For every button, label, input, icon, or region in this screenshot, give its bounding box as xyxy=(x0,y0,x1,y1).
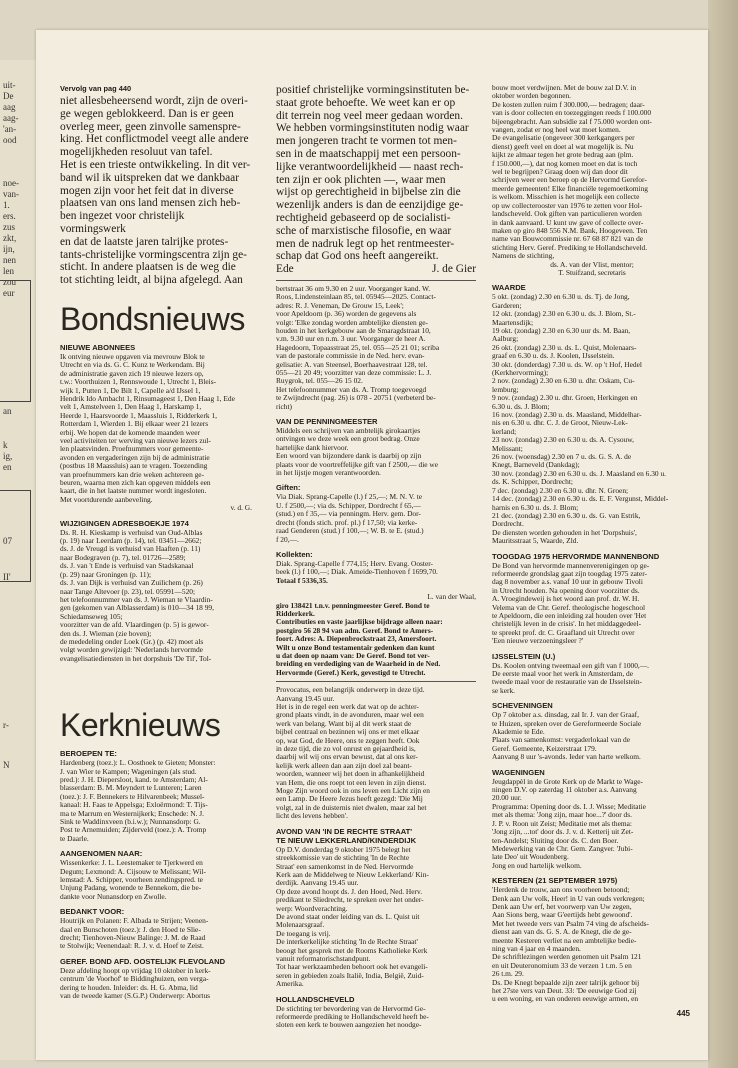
margin-fragment: k ig, en xyxy=(3,440,13,472)
heading: IJSSELSTEIN (U.) xyxy=(492,651,556,661)
article-signature-row xyxy=(276,263,476,276)
news-item: Middels een schrijven van ambtelijk girokaartjes ontvingen we deze week een groot bedrag. Onze hartelijke dank hiervoor. Een woord van bijzondere dank is daarbij op zijn plaats voor de voortreffelijke gift van f 2500,— die we in het lijstje mogen verantwoorden. xyxy=(276,426,438,478)
signature: J. de Gier xyxy=(432,263,476,276)
news-item: Jeugdappèl in de Grote Kerk op de Markt te Wage- ningen D.V. op zaterdag 11 oktober a.s. Aanvang 20.00 uur. Programma: Opening door ds. I. J. Wisse; Meditatie met als thema: 'Jong zijn, maar hoe...?' door ds. J. P. v. Roon uit Zeist; Meditatie met als thema: 'Jong zijn, ...tot' door ds. J. v. d. Ketterij uit Zet- ten-Andelst; Sluiting door ds. C. den Boer. Medewerking van de Chr. Gem. Zangver. 'Jubi- late Deo' uit Woudenberg. Jong en oud hartelijk welkom. xyxy=(492,776,646,870)
heading: BEDANKT VOOR: xyxy=(60,907,125,917)
page-edge xyxy=(708,0,738,1068)
news-item: 'Herdenk de trouw, aan ons voorheen betoond; Denk aan Uw volk, Heer! in U van ouds verkregen; Denk aan Uw erf, het voorwerp van Uw zegen, Aan Sions berg, waar G'eertijds hebt gewoond'. Met het tweede vers van Psalm 74 ving de afscheids- dienst aan van ds. G. S. A. de Knegt, die de ge- meente Kesteren verliet na een ambtelijke bedie- ning van 4 jaar en 4 maanden. De schriftlezingen werden genomen uit Psalm 121 en uit Deuteronomium 33 de verzen 1 t.m. 5 en 26 t.m. 29. Ds. De Knegt bepaalde zijn zeer talrijk gehoor bij het 27ste vers van Deut. 33: 'De eeuwige God zij u een woning, en van onderen eeuwige armen, en xyxy=(492,885,650,1004)
news-item: Hardenberg (toez.): L. Oosthoek te Gieten; Monster: J. van Wier te Kampen; Wageningen (als stud. pred.): J. H. Diepersloot, kand. te Amsterdam; Al- blasserdam: B. M. Meyndert te Lunteren; Laren (toez.): J. F. Bennekers te Hilvarenbeek; Mussel- kanaal: H. Faas te Appelsga; Exloërmond: T. Tijs- ma te Marrum en Westernijkerk; Enschede: N. J. Sink te Waddinxveen (b.i.w.); Nunnansdorp: G. Post te Arnemuiden; Zijderveld (toez.): A. Tromp te Daarle. xyxy=(60,758,216,843)
news-item: De stichting ter bevordering van de Hervormd Ge- reformeerde prediking te Hollandscheveld heeft be- sloten een kerk te bouwen aangezien het noodge- xyxy=(276,1003,429,1030)
heading: WAGENINGEN xyxy=(492,767,545,777)
continued-label: Vervolg van pag 440 xyxy=(60,84,132,93)
article-text: niet allesbeheersend wordt, zijn de overi- ge wegen geblokkeerd. Dan is er geen overleg meer, geen zinvolle samenspre- king. Het conflictmodel veegt alle andere mogelijkheden resoluut van tafel. Het is een trieste ontwikkeling. In dit ver- band wil ik uitspreken dat we dankbaar mogen zijn voor het feit dat in diverse plaatsen van ons land mensen zich heb- ben ingezet voor christelijk vormingswerk en dat de laatste jaren talrijke protes- tants-christelijke vormingscentra zijn ge- sticht. In andere plaatsen is de weg die tot stichting leidt, al bijna afgelegd. Aan xyxy=(60,95,251,287)
page-number: 445 xyxy=(676,1009,690,1018)
news-item: Ds. R. H. Kieskamp is verhuisd van Oud-Alblas (p. 19) naar Leerdam (p. 14), tel. 03451—2662; ds. J. de Vreugd is verhuisd van Haaften (p. 11) naar Bodegraven (p. 7), tel. 01726—2589; ds. J. van 't Ende is verhuisd van Stadskanaal (p. 29) naar Groningen (p. 11); ds. J. van Dijk is verhuisd van Zuilichem (p. 26) naar Tange Altevoer (p. 23), tel. 05991—520; het telefoonnummer van ds. J. Wieman te Vlaardin- gen (gekomen van Alblasserdam) is 010—34 18 99, Schiedamseweg 105; voorzitter van de afd. Vlaardingen (p. 5) is gewor- den ds. J. Wieman (zie boven); de mededeling onder Loek (Gr.) (p. 42) moet als volgt worden gewijzigd: 'Nederlands hervormde evangelisatiediensten in het dorpshuis 'De Til', Tol- xyxy=(60,527,214,663)
divider xyxy=(276,681,476,682)
column-middle xyxy=(276,84,476,1030)
heading: SCHEVENINGEN xyxy=(492,701,553,711)
divider xyxy=(276,280,476,281)
margin-fragment: eur xyxy=(3,288,15,298)
heading: VAN DE PENNINGMEESTER xyxy=(276,417,378,427)
news-item: Diak. Sprang-Capelle f 774,15; Herv. Evang. Ooster- beek (l.) f 100,—; Diak. Ameide-Tienhoven f 1699,70. xyxy=(276,558,438,577)
news-item: Deze afdeling hoopt op vrijdag 10 oktober in kerk- centrum 'de Voorhof' te Biddinghuizen, een verga- dering te houden. Inleider: ds. H. G. Abma, lid van de tweede kamer (S.G.P.) Onderwerp: Abortus xyxy=(60,965,211,1001)
section-title-bondsnieuws: Bondsnieuws xyxy=(60,300,245,337)
previous-page-margin xyxy=(0,60,36,1060)
magazine-page xyxy=(36,30,708,1060)
heading: HOLLANDSCHEVELD xyxy=(276,994,355,1004)
heading: GEREF. BOND AFD. OOSTELIJK FLEVOLAND xyxy=(60,956,226,966)
news-item: Wissenkerke: J. L. Leestemaker te Tjerkwerd en Degum; Lexmond: A. Cijsouw te Melissant; Wil- lemstad: A. Schipper, voorheen zendingspred. te Unjung Padang, wonende te Bennekom, die be- dankte voor Nunansdorp en Zwolle. xyxy=(60,858,206,901)
total: Totaal f 5336,35. xyxy=(276,575,328,585)
heading: WAARDE xyxy=(492,283,526,293)
news-item: bouw moet verdwijnen. Met de bouw zal D.V. in oktober worden begonnen. De kosten zullen ruim f 300.000,— bedragen; daar- van is door collecten en toezeggingen reeds f 100.000 bijeengebracht. Aan subsidie zal f 75.000 worden ont- vangen, zodat er nog heel wat moet komen. De evangelisatie (ongeveer 300 kerkgangers per dienst) geeft veel en doet al wat mogelijk is. Nu kijkt ze almaar tegen het grote bedrag aan (plm. f 150.000,—), dat nog komen moet en dat is toch wel te begrijpen? Graag doen wij dan door dit schrijven weer een beroep op de Hervormd Gerefor- meerde gemeenten! Elke financiële tegemoetkoming is welkom. Misschien is het mogelijk een collecte op uw collecterooster van 1976 te zetten voor Hol- landscheveld. Ook giften van particulieren worden in dank aanvaard. U kunt uw gave of collecte over- maken op giro 848 556 N.M. Bank, Hoogeveen. Ten name van Bouwcommissie nr. 67 68 87 821 van de stichting Herv. Geref. Prediking te Hollandscheveld. Namens de stichting, xyxy=(492,83,652,261)
margin-fragment: uit- De aag aag- 'an- ood xyxy=(3,80,19,145)
heading: AVOND VAN 'IN DE RECHTE STRAAT' TE NIEUW LEKKERLAND/KINDERDIJK xyxy=(276,826,417,845)
margin-fragment: 07 xyxy=(3,536,12,546)
news-item: Ds. Koolen ontving tweemaal een gift van f 1000,—. De eerste maal voor het werk in Amsterdam, de tweede maal voor de restauratie van de IJsselstein- se kerk. xyxy=(492,660,650,695)
signature-place: Ede xyxy=(276,263,294,276)
heading: NIEUWE ABONNEES xyxy=(60,342,136,352)
news-item: Houtrijk en Polanen: F. Albada te Strijen; Veenen- daal en Bunschoten (toez.): J. den Hoed te Slie- drecht; Tienhoven-Nieuw Balinge: J. M. de Raad te Stolwijk; Veenendaal: R. J. v. d. Hoef te Zeist. xyxy=(60,916,209,951)
heading: BEROEPEN TE: xyxy=(60,749,117,759)
margin-fragment: an xyxy=(3,406,12,416)
schedule: 5 okt. (zondag) 2.30 en 6.30 u. ds. Tj. de Jong, Garderen; 12 okt. (zondag) 2.30 en 6.30 u. ds. J. Blom, St.- Maartensdijk; 19 okt. (zondag) 2.30 en 6.30 uur ds. M. Baan, Aalburg; 26 okt. (zondag) 2.30 u. ds. L. Quist, Molenaars- graaf en 6.30 u. ds. J. Koolen, IJsselstein. 30 okt. (donderdag) 7.30 u. ds. W. op 't Hof, Hedel (Kerkhervorming); 2 nov. (zondag) 2.30 en 6.30 u. dhr. Oskam, Cu- lemburg; 9 nov. (zondag) 2.30 u. dhr. Groen, Herkingen en 6.30 u. ds. J. Blom; 16 nov. (zondag) 2.30 u. ds. Maasland, Middelhar- nis en 6.30 u. dhr. C. J. de Groot, Nieuw-Lek- kerland; 23 nov. (zondag) 2.30 en 6.30 u. ds. A. Cysouw, Melissant; 26 nov. (woensdag) 2.30 en 7 u. ds. G. S. A. de Knegt, Barneveld (Dankdag); 30 nov. (zondag) 2.30 en 6.30 u. ds. J. Maasland en 6.30 u. ds. K. Schipper, Dordrecht; 7 dec. (zondag) 2.30 en 6.30 u. dhr. N. Groen; 14 dec. (zondag) 2.30 en 6.30 u. ds. E. F. Vergunst, Middel- harnis en 6.30 u. ds. J. Blom; 21 dec. (zondag) 2.30 en 6.30 u. ds. G. van Estrik, Dordrecht. De diensten worden gehouden in het 'Dorpshuis', Mauritsstraat 5, Waarde, Zld. xyxy=(492,292,669,546)
news-item: De Bond van hervormde mannenverenigingen op ge- reformeerde grondslag gaat zijn toogdag 1975 zater- dag 8 november a.s. vanaf 10 uur in gebouw Tivoli in Utrecht houden. Na opening door voorzitter ds. A. Vroegindeweij is het woord aan prof. dr. W. H. Velema van de Chr. Geref. theologische hogeschool te Apeldoorn, die een inleiding zal houden over 'Het christelijk leven in de crisis'. In het middaggedeel- te spreekt prof. dr. C. Graafland uit Utrecht over 'Een nieuwe verzoeningsleer ?' xyxy=(492,560,650,646)
signature: v. d. G. xyxy=(230,503,252,513)
news-item: Via Diak. Sprang-Capelle (l.) f 25,—; M. N. V. te U. f 2500,—; via ds. Schipper, Dordrecht f 65,— (stud.) en f 35,— via penningm. Herv. gem. Dor- drecht (fonds stich. prof. pl.) f 17,50; via kerke- raad Genderen (stud.) f 100,—; W. B. te E. (stud.) f 20,—. xyxy=(276,492,424,544)
heading: Kollekten: xyxy=(276,549,313,559)
margin-fragment: r- xyxy=(3,720,9,730)
news-item: Op 7 oktober a.s. dinsdag, zal Ir. J. van der Graaf, te Huizen, spreken over de Gereformeerde Sociale Akademie te Ede. Plaats van samenkomst: vergaderlokaal van de Geref. Gemeente, Keizerstraat 179. Aanvang 8 uur 's-avonds. Ieder van harte welkom. xyxy=(492,710,642,762)
column-right xyxy=(492,84,692,1004)
news-item: giro 138421 t.n.v. penningmeester Geref. Bond te Ridderkerk. Contributies en vaste jaarlijkse bijdrage alleen naar: postgiro 56 28 94 van adm. Geref. Bond te Amers- foort. Adres: A. Diepenbrockstraat 23, Amersfoort. Wilt u onze Bond testamentair gedenken dan kunt u dat doen op naam van: De Geref. Bond tot ver- breiding en verdediging van de Waarheid in de Ned. Hervormde (Geref.) Kerk, gevestigd te Utrecht. xyxy=(276,600,443,677)
signature: L. van der Waal, xyxy=(427,592,476,602)
column-left xyxy=(60,84,252,1001)
signature: ds. A. van der Vlist, mentor; T. Stuifzand, secretaris xyxy=(550,259,634,277)
margin-fragment: noe- van- 1. ers. zus zkt, ijn, nen len zou xyxy=(3,178,19,287)
heading: AANGENOMEN NAAR: xyxy=(60,849,143,859)
heading: KESTEREN (21 SEPTEMBER 1975) xyxy=(492,876,618,886)
margin-fragment: N xyxy=(3,760,10,770)
section-title-kerknieuws: Kerknieuws xyxy=(60,707,221,744)
heading: TOOGDAG 1975 HERVORMDE MANNENBOND xyxy=(492,551,660,561)
news-item: Provocatus, een belangrijk onderwerp in deze tijd. Aanvang 19.45 uur. Het is in de regel een werk dat wat op de achter- grond plaats vindt, in de avonduren, maar wel een werk van belang. Want bij al dit werk staat de bijbel centraal en bezinnen wij ons er met elkaar op, wat God, de Heere, ons te zeggen heeft. Ook in deze tijd, die zo vol onrust en gejaardheid is, daarbij wil wij ons ervan bewust, dat al ons ker- kelijk werk alleen dan aan zijn doel zal beant- woorden, wanneer wij het doen in afhankelijkheid van Hem, die ons roept tot een leven in zijn dienst. Moge Zijn woord ook in ons leven een Licht zijn en een Lamp. De Heere Jezus heeft gezegd: 'Die Mij volgt, zal in de duisternis niet dwalen, maar zal het licht des levens hebben'. xyxy=(276,685,430,821)
heading: Giften: xyxy=(276,483,301,493)
news-item: Op D.V. donderdag 9 oktober 1975 belegt het streekkomissie van de stichting 'In de Rechte Straat' een samenkomst in de Ned. Hervormde Kerk aan de Middelweg te Nieuw Lekkerland/ Kin- derdijk. Aanvang 19.45 uur. Op deze avond hoopt ds. J. den Hoed, Ned. Herv. predikant te Sliedrecht, te spreken over het onder- werp: Woordverachting. De avond staat onder leiding van ds. L. Quist uit Molenaarsgraaf. De toegang is vrij. De interkerkelijke stichting 'In de Rechte Straat' beoogt het gesprek met de Rooms Katholieke Kerk vanuit reformatorischstandpunt. Tot haar werkzaamheden behoort ook het evangeli- seren in gebieden zoals Italië, India, België, Zuid- Amerika. xyxy=(276,844,429,989)
heading: WIJZIGINGEN ADRESBOEKJE 1974 xyxy=(60,518,189,528)
news-item: bertstraat 36 om 9.30 en 2 uur. Voorganger kand. W. Roos, Lindensteinlaan 85, tel. 05945—2025. Contact- adres: R. J. Veneman, De Grouw 15, Leek'; voor Apeldoorn (p. 36) worden de gegevens als volgt: 'Elke zondag worden ambtelijke diensten ge- houden in het kerkgebouw aan de Smaragdstraat 10, v.m. 9.30 uur en n.m. 3 uur. Voorganger de heer A. Hagedoorn, Topaasstraat 25, tel. 055—25 21 01; scriba van de pastorale commissie in de Ned. herv. evan- gelisatie: A. van Steensel, Boerhaavestraat 128, tel. 055—21 20 49; voorzitter van deze commissie: L. J. Ruygrok, tel. 055—26 15 02. Het telefoonnummer van ds. A. Tromp toegevoegd te Zwijndrecht (pag. 26) is 078 - 20751 (verbeterd be- richt) xyxy=(276,283,440,411)
article-text: positief christelijke vormingsinstituten be- staat grote behoefte. We weet kan er op dit terrein nog veel meer gedaan worden. We hebben vormingsinstituten nodig waar men jongeren tracht te vormen tot men- sen in de maatschappij met een persoon- lijke verantwoordelijkheid — naast rech- ten zijn er ook plichten —, waar men wijst op gerechtigheid in bijbelse zin die wezenlijk anders is dan de eenzijdige ge- rechtigheid gebaseerd op de socialisti- sche of marxistische filosofie, en waar men de nadruk legt op het rentmeester- schap dat God ons heeft aangereikt. xyxy=(276,84,470,263)
news-item: Ik ontving nieuwe opgaven via mevrouw Blok te Utrecht en via ds. G. C. Kunz te Werkendam. Bij de administratie gaven zich 19 nieuwe lezers op, t.w.: Voorthuizen 1, Rennswoude 1, Utrecht 1, Bleis- wijk 1, Putten 1, De Bilt 1, Capelle a/d IJssel 1, Hendrik Ido Ambacht 1, Rinsumageest 1, Den Haag 1, Ede velt 1, Amstelveen 1, Den Haag 1, Harskamp 1, Heerde 1, Haarsvoorde 1, Maassluis 1, Ridderkerk 1, Rotterdam 1, Wierden 1. Bij elkaar weer 21 lezers erbij. We hopen dat de komende maanden weer veel activiteiten ter werving van nieuwe lezers zul- len plaatsvinden. Proefnummers voor gemeente- avonden en vergaderingen zijn bij de administratie (postbus 18 Maassluis) aan te vragen. Toezending van proefnummers kan drie weken achtereen ge- beuren, waarna men zich kan opgeven middels een kaart, die in het laatste nummer wordt ingesloten. Met voortdurende aanbeveling. xyxy=(60,351,235,504)
margin-fragment: II' xyxy=(3,572,11,582)
